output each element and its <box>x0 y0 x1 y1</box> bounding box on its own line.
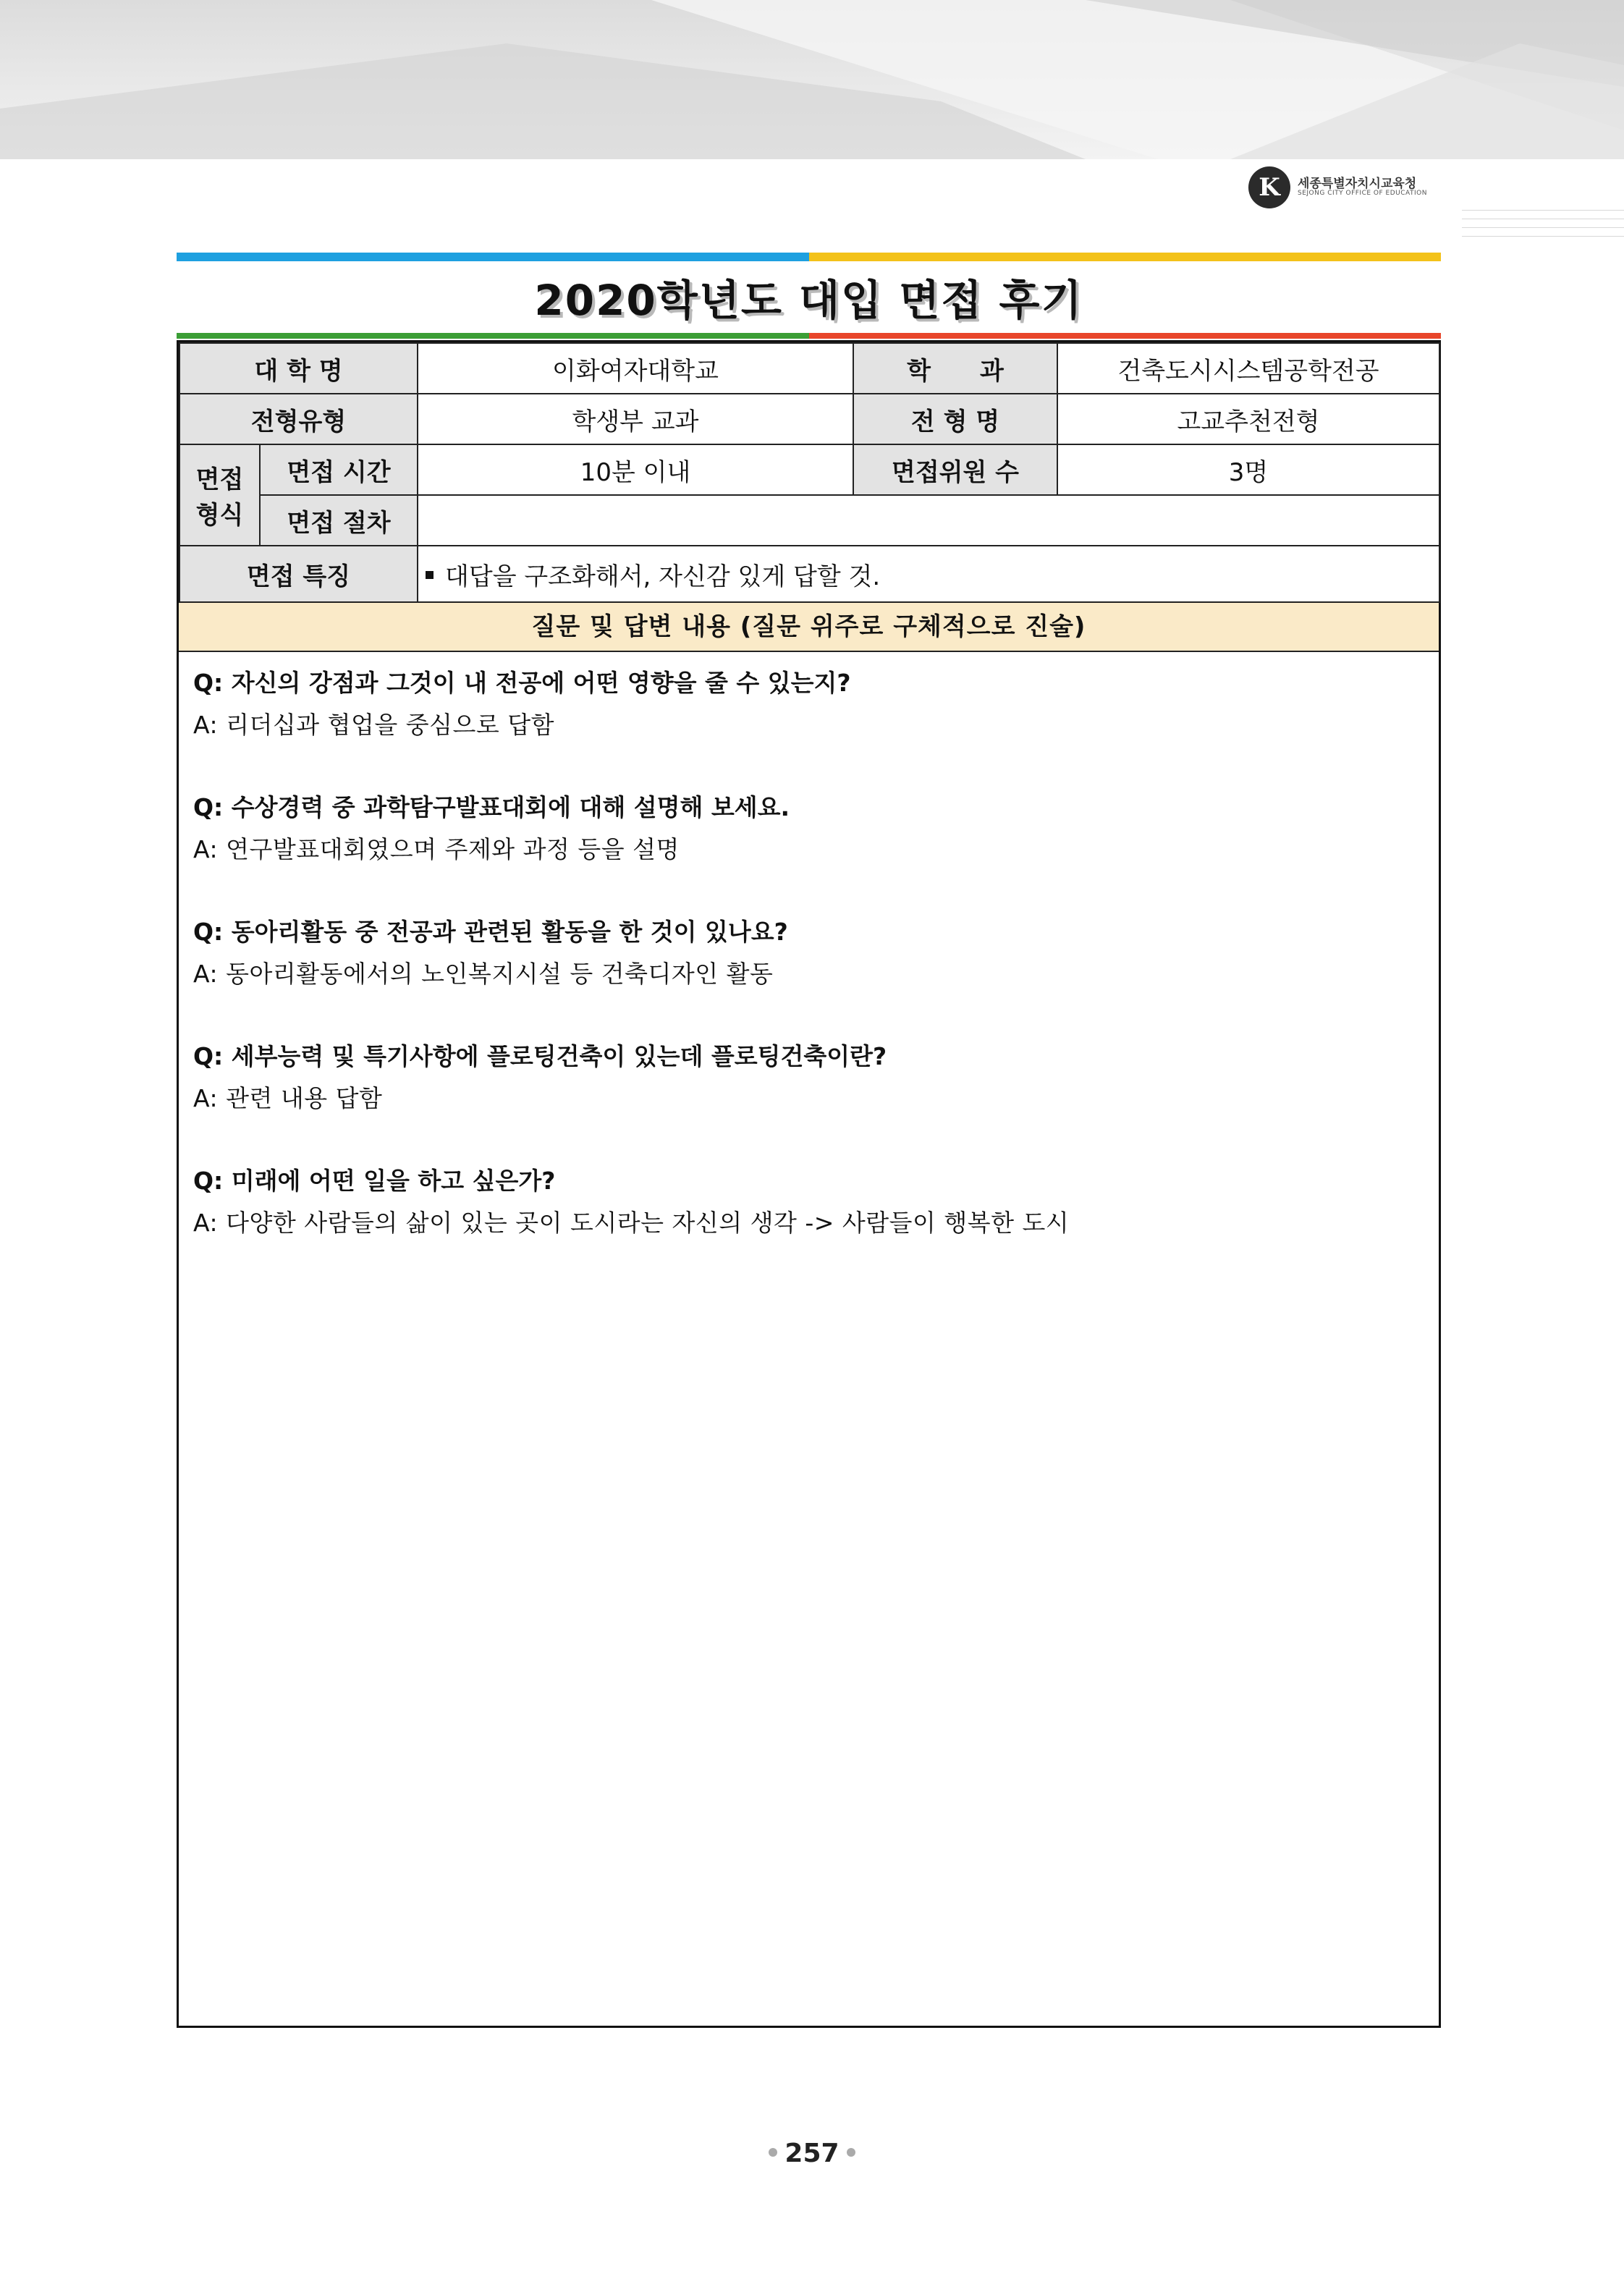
interview-format-label-line1: 면접 <box>195 465 244 494</box>
answer: A: 연구발표대회였으며 주제와 과정 등을 설명 <box>193 835 680 863</box>
university-label: 대 학 명 <box>179 343 418 394</box>
question: Q: 세부능력 및 특기사항에 플로팅건축이 있는데 플로팅건축이란? <box>193 1042 887 1070</box>
interview-time-value: 10분 이내 <box>418 444 853 495</box>
interview-procedure-label: 면접 절차 <box>260 495 418 546</box>
dot-icon <box>847 2148 855 2157</box>
bullet-icon <box>426 571 434 579</box>
question: Q: 동아리활동 중 전공과 관련된 활동을 한 것이 있나요? <box>193 918 788 946</box>
department-label: 학 과 <box>853 343 1057 394</box>
interviewers-label: 면접위원 수 <box>853 444 1057 495</box>
page-number-text: 257 <box>784 2139 840 2168</box>
page-number <box>0 2139 1624 2168</box>
title-top-bar <box>177 253 1441 261</box>
qa-list <box>179 652 1439 1244</box>
admission-type-value: 학생부 교과 <box>418 394 853 444</box>
answer: A: 동아리활동에서의 노인복지시설 등 건축디자인 활동 <box>193 960 774 988</box>
qa-item <box>193 1036 1439 1120</box>
logo-english-text: SEJONG CITY OFFICE OF EDUCATION <box>1298 190 1427 198</box>
interview-time-label: 면접 시간 <box>260 444 418 495</box>
emblem-icon: K <box>1248 166 1290 208</box>
admission-name-label: 전 형 명 <box>853 394 1057 444</box>
qa-item <box>193 1160 1439 1244</box>
header-decoration <box>0 0 1624 159</box>
features-value-cell <box>418 546 1439 602</box>
qa-item <box>193 662 1439 746</box>
interview-format-label <box>179 444 260 546</box>
question: Q: 수상경력 중 과학탐구발표대회에 대해 설명해 보세요. <box>193 793 790 821</box>
university-value: 이화여자대학교 <box>418 343 853 394</box>
decorative-lines <box>1462 210 1624 245</box>
dot-icon <box>769 2148 777 2157</box>
question: Q: 자신의 강점과 그것이 내 전공에 어떤 영향을 줄 수 있는지? <box>193 669 851 697</box>
question: Q: 미래에 어떤 일을 하고 싶은가? <box>193 1167 556 1195</box>
qa-header: 질문 및 답변 내용 (질문 위주로 구체적으로 진술) <box>179 603 1439 652</box>
answer: A: 다양한 사람들의 삶이 있는 곳이 도시라는 자신의 생각 -> 사람들이 행복한 도시 <box>193 1209 1070 1237</box>
features-value: 대답을 구조화해서, 자신감 있게 답할 것. <box>445 562 881 591</box>
header-band <box>0 0 1624 159</box>
interview-form <box>177 340 1441 2028</box>
features-label: 면접 특징 <box>179 546 418 602</box>
info-table <box>179 342 1440 603</box>
department-value: 건축도시시스템공학전공 <box>1057 343 1439 394</box>
interview-format-label-line2: 형식 <box>195 501 244 530</box>
qa-item <box>193 911 1439 995</box>
title-bottom-bar <box>177 333 1441 339</box>
interviewers-value: 3명 <box>1057 444 1439 495</box>
qa-item <box>193 787 1439 871</box>
answer: A: 관련 내용 답함 <box>193 1084 383 1112</box>
logo-korean-text: 세종특별자치시교육청 <box>1298 176 1417 191</box>
admission-name-value: 고교추천전형 <box>1057 394 1439 444</box>
answer: A: 리더십과 협업을 중심으로 답함 <box>193 711 554 739</box>
admission-type-label: 전형유형 <box>179 394 418 444</box>
page-title: 2020학년도 대입 면접 후기 <box>534 276 1083 325</box>
interview-procedure-value <box>418 495 1439 546</box>
logo <box>1248 166 1427 208</box>
